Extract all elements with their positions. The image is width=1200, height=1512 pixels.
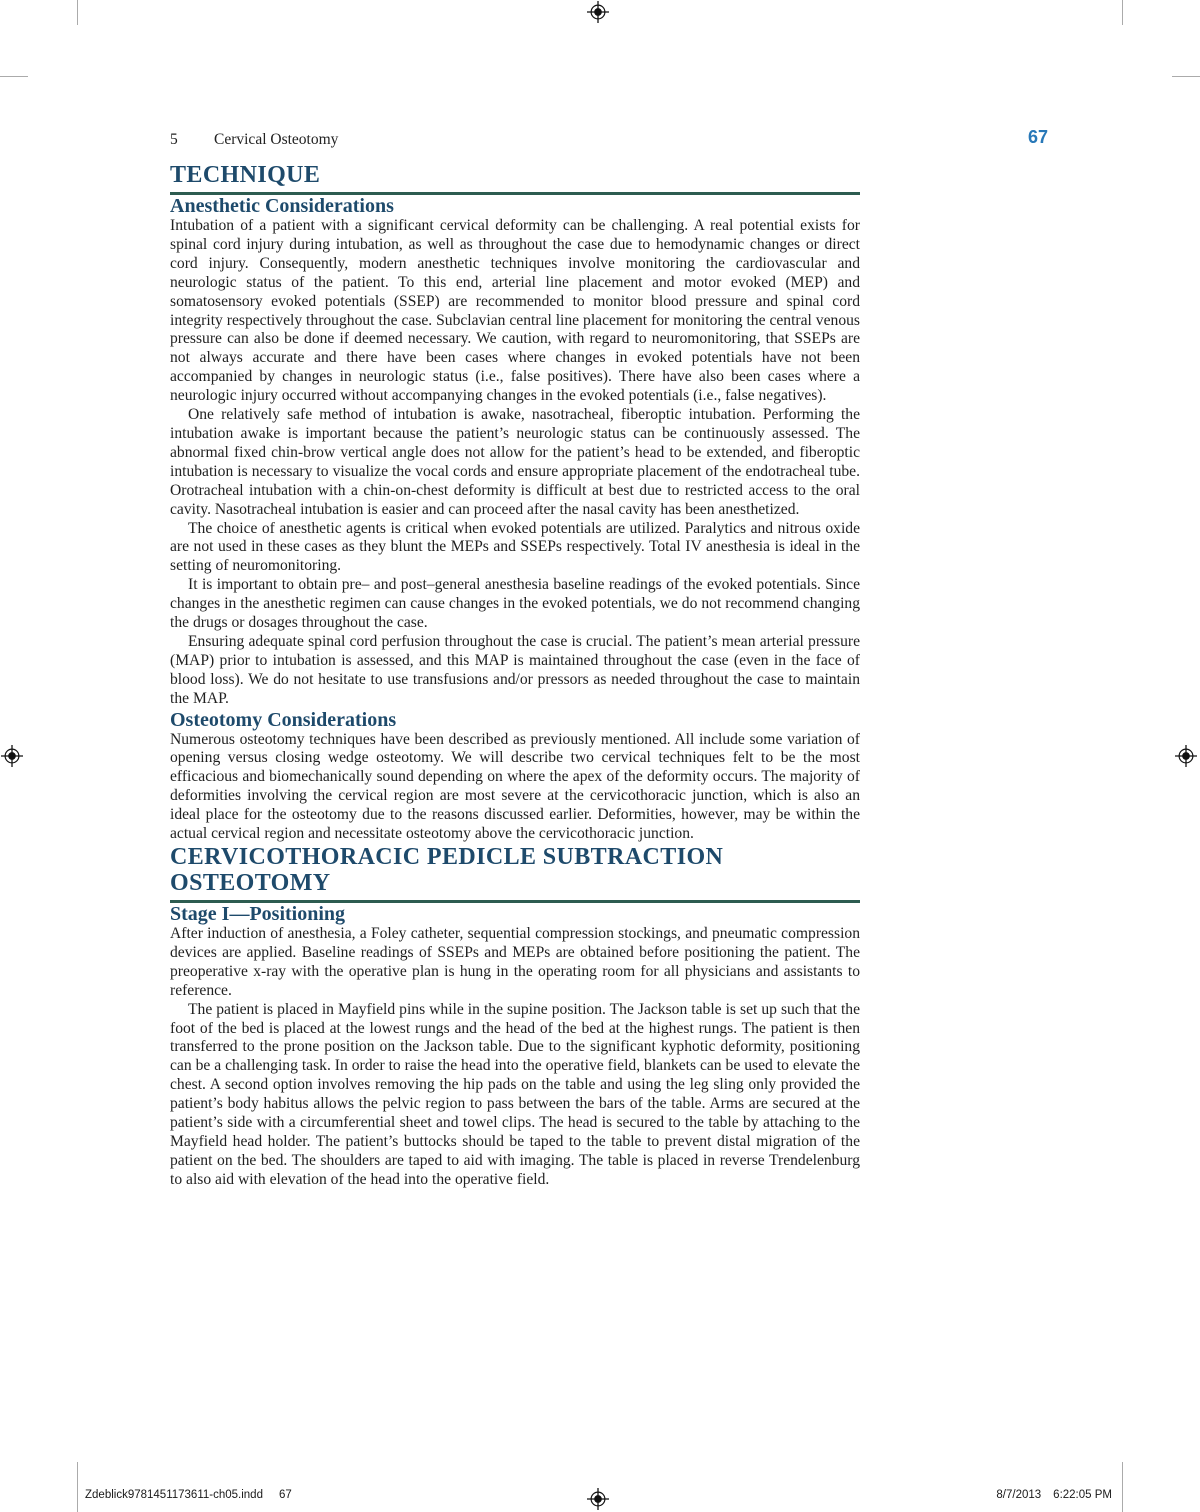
crop-mark-line [1122,1462,1123,1512]
footer-datetime [996,1489,1112,1501]
subsection-heading-anesthetic: Anesthetic Considerations [170,195,394,217]
running-head [170,131,338,149]
page-number: 67 [1027,127,1048,147]
crop-mark-line [77,0,78,25]
paragraph: The patient is placed in Mayfield pins while in the supine position. The Jackson table is set up such that the foot of the bed is placed at the lowest rungs and the head of the bed at the highest rungs. The patient is then transferred to the prone position on the Jackson table. Due to the significant kyphotic deformity, positioning can be a challenging task. In order to raise the head into the operative field, blankets can be used to elevate the chest. A second option involves removing the hip pads on the table and using the leg sling only provided the patient’s body habitus allows the pelvic region to pass between the bars of the table. Arms are secured at the patient’s side with a circumferential sheet and towel clips. The head is secured to the table by attaching to the Mayfield head holder. The patient’s buttocks should be taped to the table to prevent distal migration of the patient on the bed. The shoulders are taped to aid with imaging. The table is placed in reverse Trendelenburg to also aid with elevation of the head into the operative field. [170,1000,860,1188]
paragraph: The choice of anesthetic agents is critical when evoked potentials are utilized. Paralytics and nitrous oxide are not used in these cases as they blunt the MEPs and SSEPs respectively. Total IV anesthesia is ideal in the setting of neuromonitoring. [170,519,860,575]
subsection-heading-stage1: Stage I—Positioning [170,903,346,925]
footer-date: 8/7/2013 [996,1489,1042,1501]
footer-time: 6:22:05 PM [1053,1489,1112,1501]
registration-crosshair-icon [1175,745,1197,767]
chapter-title: Cervical Osteotomy [214,131,339,148]
crop-mark-line [0,76,28,77]
paragraph: It is important to obtain pre– and post–general anesthesia baseline readings of the evoked potentials. Since changes in the anesthetic regimen can cause changes in the evoked potentials, we do not recommend changing the drugs or dosages throughout the case. [170,576,860,632]
registration-crosshair-icon [587,1,609,23]
section-heading-cpso: CERVICOTHORACIC PEDICLE SUBTRACTION OSTEOTOMY [170,844,724,896]
paragraph: Ensuring adequate spinal cord perfusion throughout the case is crucial. The patient’s mean arterial pressure (MAP) prior to intubation is assessed, and this MAP is maintained throughout the case (even in the face of blood loss). We do not hesitate to use transfusions and/or pressors as needed throughout the case to maintain the MAP. [170,632,860,707]
chapter-number: 5 [170,131,178,148]
crop-mark-line [1172,76,1200,77]
subsection-heading-osteotomy: Osteotomy Considerations [170,708,397,731]
paragraph: After induction of anesthesia, a Foley catheter, sequential compression stockings, and pneumatic compression devices are applied. Baseline readings of SSEPs and MEPs are obtained before positioning the patient. The preoperative x-ray with the operative plan is hung in the operating room for all physicians and assistants to reference. [170,925,860,999]
paragraph: Intubation of a patient with a significant cervical deformity can be challenging. A real potential exists for spinal cord injury during intubation, as well as throughout the case due to hemodynamic changes or direct cord injury. Consequently, modern anesthetic techniques involve monitoring the cardiovascular and neurologic status of the patient. To this end, arterial line placement and motor evoked (MEP) and somatosensory evoked potentials (SSEP) are recommended to monitor blood pressure and spinal cord integrity respectively throughout the case. Subclavian central line placement for monitoring the central venous pressure can also be done if deemed necessary. We caution, with regard to neuromonitoring, that SSEPs are not always accurate and there have been cases where changes in evoked potentials have not been accompanied by changes in neurologic status (i.e., false positives). There have also been cases where a neurologic injury occurred without accompanying changes in the evoked potentials (i.e., false negatives). [170,217,860,405]
registration-crosshair-icon [587,1488,609,1510]
footer-file-page: 67 [278,1489,292,1501]
footer-file-info [85,1489,292,1501]
section-heading-technique: TECHNIQUE [170,162,321,188]
footer-file-name: Zdeblick9781451173611-ch05.indd [85,1489,263,1501]
registration-crosshair-icon [1,745,23,767]
crop-mark-line [1122,0,1123,25]
text-column [170,162,860,1190]
crop-mark-line [77,1462,78,1512]
paragraph: Numerous osteotomy techniques have been described as previously mentioned. All include some variation of opening versus closing wedge osteotomy. We will describe two cervical techniques felt to be the most efficacious and biomechanically sound depending on where the apex of the deformity occurs. The majority of deformities involving the cervical region are most severe at the cervicothoracic junction, which is also an ideal place for the osteotomy due to the reasons discussed earlier. Deformities, however, may be within the actual cervical region and necessitate osteotomy above the cervicothoracic junction. [170,730,860,843]
paragraph: One relatively safe method of intubation is awake, nasotracheal, fiberoptic intubation. Performing the intubation awake is important because the patient’s neurologic status can be continuously assessed. The abnormal fixed chin-brow vertical angle does not allow for the patient’s head to be extended, and fiberoptic intubation is necessary to visualize the vocal cords and ensure appropriate placement of the endotracheal tube. Orotracheal intubation with a chin-on-chest deformity is difficult at best due to restricted access to the oral cavity. Nasotracheal intubation is easier and can proceed after the nasal cavity has been anesthetized. [170,406,860,518]
